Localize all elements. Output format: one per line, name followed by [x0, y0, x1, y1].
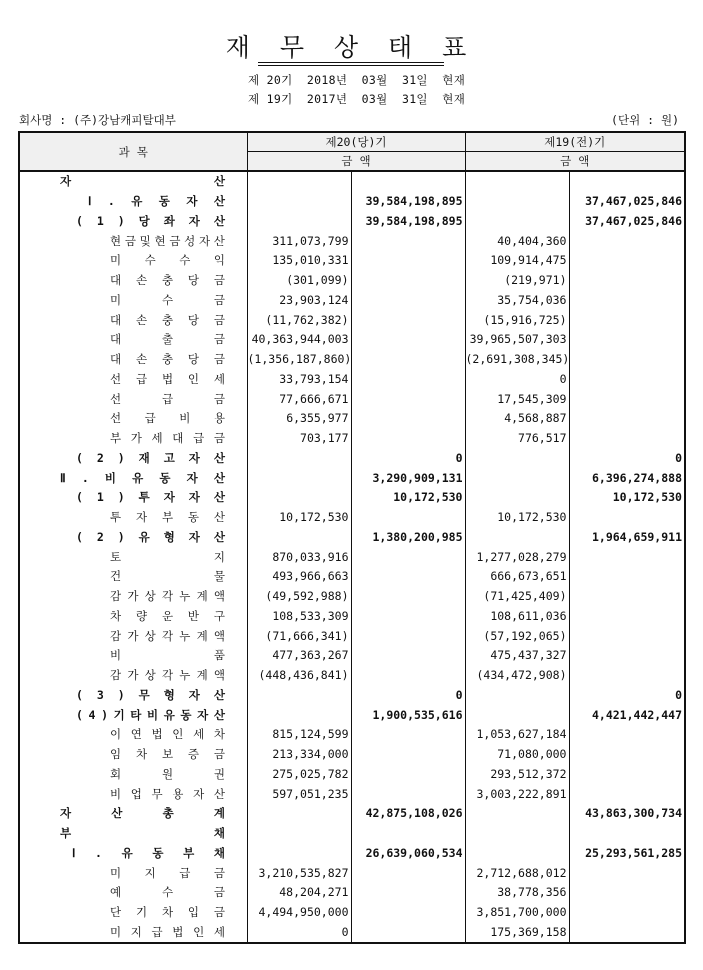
account-name: 선 급 비 용 [110, 411, 225, 426]
amount-cell-c1 [247, 171, 351, 192]
amount-cell-c4 [569, 171, 685, 192]
amount-cell-c3: 3,003,222,891 [465, 784, 569, 804]
balance-sheet-table [18, 131, 686, 944]
account-name-cell [19, 824, 247, 844]
amount-cell-c1 [247, 844, 351, 864]
amount-cell-c3: (2,691,308,345) [465, 350, 569, 370]
account-name-cell [19, 251, 247, 271]
amount-cell-c1: 4,494,950,000 [247, 903, 351, 923]
prior-amount-header: 금 액 [465, 152, 685, 172]
page-title: 재 무 상 태 표 [225, 33, 478, 62]
amount-cell-c2 [351, 231, 465, 251]
account-name: 대 손 충 당 금 [110, 273, 225, 288]
account-name-cell [19, 804, 247, 824]
amount-cell-c2 [351, 508, 465, 528]
amount-cell-c3: 40,404,360 [465, 231, 569, 251]
account-name: 회 원 권 [110, 766, 225, 781]
account-name-cell [19, 666, 247, 686]
account-name-cell [19, 745, 247, 765]
amount-cell-c3: 35,754,036 [465, 291, 569, 311]
account-name: 미 수 금 [110, 292, 225, 307]
account-name: 자 산 총 계 [60, 806, 225, 821]
amount-cell-c2 [351, 626, 465, 646]
account-name-cell [19, 310, 247, 330]
amount-cell-c1: 815,124,599 [247, 725, 351, 745]
account-name-cell [19, 883, 247, 903]
table-row [19, 824, 685, 844]
table-row [19, 725, 685, 745]
amount-cell-c2 [351, 863, 465, 883]
account-name: 미 지 급 금 [110, 865, 225, 880]
amount-cell-c3 [465, 705, 569, 725]
amount-cell-c3 [465, 192, 569, 212]
amount-cell-c4 [569, 863, 685, 883]
amount-cell-c3 [465, 468, 569, 488]
table-row [19, 547, 685, 567]
amount-cell-c4 [569, 291, 685, 311]
account-name: 선 급 법 인 세 [110, 371, 225, 386]
account-name-cell [19, 409, 247, 429]
amount-cell-c1: 275,025,782 [247, 765, 351, 785]
amount-cell-c4 [569, 429, 685, 449]
amount-cell-c2 [351, 646, 465, 666]
amount-cell-c3: 3,851,700,000 [465, 903, 569, 923]
account-name-cell [19, 449, 247, 469]
amount-cell-c1: 23,903,124 [247, 291, 351, 311]
amount-cell-c3: 108,611,036 [465, 607, 569, 627]
amount-cell-c1 [247, 705, 351, 725]
table-row [19, 686, 685, 706]
amount-cell-c2 [351, 409, 465, 429]
table-row [19, 528, 685, 548]
account-name: Ⅰ . 유 동 부 채 [72, 845, 225, 860]
amount-cell-c1 [247, 449, 351, 469]
amount-cell-c4 [569, 271, 685, 291]
amount-cell-c2 [351, 330, 465, 350]
amount-cell-c3: 4,568,887 [465, 409, 569, 429]
amount-cell-c1: (301,099) [247, 271, 351, 291]
amount-cell-c3: 10,172,530 [465, 508, 569, 528]
amount-cell-c3: 0 [465, 370, 569, 390]
amount-cell-c2 [351, 310, 465, 330]
table-row [19, 449, 685, 469]
amount-cell-c2 [351, 389, 465, 409]
table-row [19, 923, 685, 944]
table-row [19, 745, 685, 765]
account-name-cell [19, 567, 247, 587]
account-name-cell [19, 646, 247, 666]
amount-cell-c1: (1,356,187,860) [247, 350, 351, 370]
amount-cell-c1: (448,436,841) [247, 666, 351, 686]
table-row [19, 607, 685, 627]
amount-cell-c2 [351, 271, 465, 291]
account-name: 현 금 및 현 금 성 자 산 [110, 233, 225, 248]
amount-cell-c2 [351, 666, 465, 686]
amount-cell-c2 [351, 587, 465, 607]
table-row [19, 291, 685, 311]
amount-cell-c1: 6,355,977 [247, 409, 351, 429]
amount-cell-c3 [465, 528, 569, 548]
account-name: 미 수 수 익 [110, 253, 225, 268]
amount-cell-c4 [569, 725, 685, 745]
amount-cell-c3 [465, 686, 569, 706]
amount-cell-c3: (57,192,065) [465, 626, 569, 646]
account-name: 임 차 보 증 금 [110, 747, 225, 762]
amount-cell-c4 [569, 330, 685, 350]
amount-cell-c4: 37,467,025,846 [569, 192, 685, 212]
account-name-cell [19, 330, 247, 350]
table-row [19, 468, 685, 488]
table-row [19, 350, 685, 370]
amount-cell-c4 [569, 567, 685, 587]
amount-cell-c4: 0 [569, 449, 685, 469]
account-name: ( 2 ) 유 형 자 산 [76, 529, 225, 544]
title-underline-second [258, 65, 444, 66]
amount-cell-c2 [351, 883, 465, 903]
account-name: Ⅱ . 비 유 동 자 산 [60, 470, 225, 485]
account-name: 감 가 상 각 누 계 액 [110, 589, 225, 604]
amount-cell-c1: 48,204,271 [247, 883, 351, 903]
amount-cell-c1: 77,666,671 [247, 389, 351, 409]
amount-cell-c1: 703,177 [247, 429, 351, 449]
amount-cell-c4 [569, 350, 685, 370]
amount-cell-c1: 135,010,331 [247, 251, 351, 271]
account-name: ( 1 ) 당 좌 자 산 [76, 213, 225, 228]
table-row [19, 705, 685, 725]
amount-cell-c1: (71,666,341) [247, 626, 351, 646]
amount-cell-c1 [247, 212, 351, 232]
amount-cell-c2 [351, 251, 465, 271]
table-row [19, 804, 685, 824]
amount-cell-c3 [465, 488, 569, 508]
amount-cell-c2 [351, 784, 465, 804]
account-name: 이 연 법 인 세 차 [110, 727, 225, 742]
amount-cell-c2: 42,875,108,026 [351, 804, 465, 824]
amount-cell-c3 [465, 844, 569, 864]
account-name-cell [19, 192, 247, 212]
account-name-cell [19, 389, 247, 409]
account-name-cell [19, 528, 247, 548]
amount-cell-c4 [569, 587, 685, 607]
amount-cell-c1: 213,334,000 [247, 745, 351, 765]
amount-cell-c4 [569, 310, 685, 330]
account-name-cell [19, 844, 247, 864]
amount-cell-c4 [569, 508, 685, 528]
amount-cell-c2: 0 [351, 686, 465, 706]
amount-cell-c1 [247, 686, 351, 706]
amount-cell-c4: 6,396,274,888 [569, 468, 685, 488]
amount-cell-c2: 1,900,535,616 [351, 705, 465, 725]
amount-cell-c4 [569, 765, 685, 785]
account-name-cell [19, 468, 247, 488]
amount-cell-c1 [247, 824, 351, 844]
table-row [19, 171, 685, 192]
amount-cell-c2: 0 [351, 449, 465, 469]
amount-cell-c3: 175,369,158 [465, 923, 569, 944]
current-amount-header: 금 액 [247, 152, 465, 172]
account-name: 미 지 급 법 인 세 [110, 924, 225, 939]
amount-cell-c4 [569, 666, 685, 686]
account-name: Ⅰ . 유 동 자 산 [88, 194, 225, 209]
amount-cell-c4 [569, 883, 685, 903]
table-row [19, 508, 685, 528]
amount-cell-c2 [351, 171, 465, 192]
account-name: 건 물 [110, 569, 225, 584]
table-row [19, 251, 685, 271]
account-name: 대 손 충 당 금 [110, 312, 225, 327]
account-name-cell [19, 784, 247, 804]
account-name: 투 자 부 동 산 [110, 510, 225, 525]
account-name-cell [19, 686, 247, 706]
amount-cell-c2 [351, 765, 465, 785]
amount-cell-c3: 71,080,000 [465, 745, 569, 765]
unit-label: (단위 : 원) [611, 113, 679, 127]
amount-cell-c1 [247, 192, 351, 212]
amount-cell-c4 [569, 626, 685, 646]
table-row [19, 271, 685, 291]
amount-cell-c1: 10,172,530 [247, 508, 351, 528]
amount-cell-c4: 37,467,025,846 [569, 212, 685, 232]
table-row [19, 567, 685, 587]
amount-cell-c2 [351, 370, 465, 390]
account-name-cell [19, 291, 247, 311]
amount-cell-c1 [247, 468, 351, 488]
amount-cell-c3 [465, 171, 569, 192]
amount-cell-c4 [569, 824, 685, 844]
amount-cell-c1: (11,762,382) [247, 310, 351, 330]
amount-cell-c2: 39,584,198,895 [351, 192, 465, 212]
amount-cell-c2 [351, 745, 465, 765]
table-row [19, 310, 685, 330]
amount-cell-c3 [465, 449, 569, 469]
amount-cell-c3: 776,517 [465, 429, 569, 449]
amount-cell-c3: (71,425,409) [465, 587, 569, 607]
current-period-label: 제 20기 2018년 03월 31일 현재 [248, 73, 466, 87]
account-name-cell [19, 765, 247, 785]
amount-cell-c4: 1,964,659,911 [569, 528, 685, 548]
account-name-cell [19, 903, 247, 923]
account-name: 자 산 [60, 174, 225, 189]
account-name-cell [19, 705, 247, 725]
table-row [19, 231, 685, 251]
account-name-cell [19, 350, 247, 370]
account-name-cell [19, 171, 247, 192]
account-name-cell [19, 607, 247, 627]
account-name-cell [19, 429, 247, 449]
table-row [19, 863, 685, 883]
amount-cell-c4: 25,293,561,285 [569, 844, 685, 864]
table-row [19, 626, 685, 646]
amount-cell-c4 [569, 923, 685, 944]
amount-cell-c2 [351, 567, 465, 587]
amount-cell-c4: 43,863,300,734 [569, 804, 685, 824]
account-name-cell [19, 923, 247, 944]
table-row [19, 370, 685, 390]
amount-cell-c3 [465, 824, 569, 844]
amount-cell-c2 [351, 291, 465, 311]
account-name: 부 가 세 대 급 금 [110, 431, 225, 446]
account-name: 감 가 상 각 누 계 액 [110, 628, 225, 643]
account-name: ( 2 ) 재 고 자 산 [76, 450, 225, 465]
account-column-header: 과 목 [19, 132, 247, 171]
amount-cell-c1: 0 [247, 923, 351, 944]
account-name: 토 지 [110, 549, 225, 564]
current-period-header: 제20(당)기 [247, 132, 465, 152]
amount-cell-c1: 493,966,663 [247, 567, 351, 587]
account-name-cell [19, 212, 247, 232]
amount-cell-c3: 39,965,507,303 [465, 330, 569, 350]
amount-cell-c2: 26,639,060,534 [351, 844, 465, 864]
amount-cell-c1: 311,073,799 [247, 231, 351, 251]
table-row [19, 212, 685, 232]
prior-period-label: 제 19기 2017년 03월 31일 현재 [248, 92, 466, 106]
amount-cell-c2 [351, 429, 465, 449]
account-name-cell [19, 626, 247, 646]
amount-cell-c4: 0 [569, 686, 685, 706]
amount-cell-c4 [569, 607, 685, 627]
account-name: 선 급 금 [110, 391, 225, 406]
account-name: 비 품 [110, 648, 225, 663]
amount-cell-c4 [569, 547, 685, 567]
company-name: 회사명 : (주)강남캐피탈대부 [19, 113, 176, 127]
table-row [19, 429, 685, 449]
amount-cell-c3: 38,778,356 [465, 883, 569, 903]
table-row [19, 646, 685, 666]
account-name: ( 1 ) 투 자 자 산 [76, 490, 225, 505]
amount-cell-c2: 39,584,198,895 [351, 212, 465, 232]
amount-cell-c2 [351, 547, 465, 567]
amount-cell-c1: 870,033,916 [247, 547, 351, 567]
amount-cell-c3: 1,053,627,184 [465, 725, 569, 745]
amount-cell-c4 [569, 389, 685, 409]
amount-cell-c1 [247, 804, 351, 824]
amount-cell-c2 [351, 725, 465, 745]
amount-cell-c2: 10,172,530 [351, 488, 465, 508]
amount-cell-c4 [569, 251, 685, 271]
table-row [19, 192, 685, 212]
table-row [19, 883, 685, 903]
prior-period-header: 제19(전)기 [465, 132, 685, 152]
table-row [19, 666, 685, 686]
amount-cell-c2 [351, 903, 465, 923]
amount-cell-c1: 597,051,235 [247, 784, 351, 804]
amount-cell-c4 [569, 784, 685, 804]
amount-cell-c4: 10,172,530 [569, 488, 685, 508]
amount-cell-c3: 293,512,372 [465, 765, 569, 785]
amount-cell-c1: 108,533,309 [247, 607, 351, 627]
amount-cell-c4: 4,421,442,447 [569, 705, 685, 725]
amount-cell-c3: (219,971) [465, 271, 569, 291]
account-name: 단 기 차 입 금 [110, 905, 225, 920]
account-name-cell [19, 271, 247, 291]
account-name: 감 가 상 각 누 계 액 [110, 668, 225, 683]
amount-cell-c3 [465, 804, 569, 824]
amount-cell-c3: 1,277,028,279 [465, 547, 569, 567]
amount-cell-c4 [569, 646, 685, 666]
amount-cell-c3 [465, 212, 569, 232]
amount-cell-c1: 33,793,154 [247, 370, 351, 390]
amount-cell-c3: 666,673,651 [465, 567, 569, 587]
amount-cell-c4 [569, 231, 685, 251]
amount-cell-c3: 17,545,309 [465, 389, 569, 409]
amount-cell-c1: 3,210,535,827 [247, 863, 351, 883]
account-name: 대 출 금 [110, 332, 225, 347]
account-name-cell [19, 587, 247, 607]
amount-cell-c3: 2,712,688,012 [465, 863, 569, 883]
account-name-cell [19, 725, 247, 745]
amount-cell-c2: 1,380,200,985 [351, 528, 465, 548]
account-name: 차 량 운 반 구 [110, 608, 225, 623]
amount-cell-c4 [569, 903, 685, 923]
table-row [19, 844, 685, 864]
amount-cell-c1: 477,363,267 [247, 646, 351, 666]
account-name-cell [19, 863, 247, 883]
account-name: 비 업 무 용 자 산 [110, 786, 225, 801]
amount-cell-c4 [569, 409, 685, 429]
amount-cell-c4 [569, 745, 685, 765]
account-name-cell [19, 370, 247, 390]
table-row [19, 409, 685, 429]
account-name-cell [19, 508, 247, 528]
amount-cell-c2 [351, 923, 465, 944]
amount-cell-c2: 3,290,909,131 [351, 468, 465, 488]
table-row [19, 765, 685, 785]
account-name: 대 손 충 당 금 [110, 352, 225, 367]
amount-cell-c2 [351, 350, 465, 370]
table-row [19, 587, 685, 607]
account-name-cell [19, 547, 247, 567]
table-row [19, 903, 685, 923]
table-row [19, 784, 685, 804]
account-name-cell [19, 231, 247, 251]
title-underline [258, 62, 444, 63]
account-name: ( 4 ) 기 타 비 유 동 자 산 [76, 707, 225, 722]
amount-cell-c3: (434,472,908) [465, 666, 569, 686]
amount-cell-c3: 109,914,475 [465, 251, 569, 271]
amount-cell-c1 [247, 488, 351, 508]
amount-cell-c2 [351, 824, 465, 844]
amount-cell-c2 [351, 607, 465, 627]
table-row [19, 330, 685, 350]
account-name: ( 3 ) 무 형 자 산 [76, 687, 225, 702]
account-name-cell [19, 488, 247, 508]
amount-cell-c3: (15,916,725) [465, 310, 569, 330]
amount-cell-c1: (49,592,988) [247, 587, 351, 607]
account-name: 예 수 금 [110, 885, 225, 900]
account-name: 부 채 [60, 826, 225, 841]
amount-cell-c1 [247, 528, 351, 548]
amount-cell-c1: 40,363,944,003 [247, 330, 351, 350]
table-row [19, 488, 685, 508]
amount-cell-c3: 475,437,327 [465, 646, 569, 666]
amount-cell-c4 [569, 370, 685, 390]
table-row [19, 389, 685, 409]
